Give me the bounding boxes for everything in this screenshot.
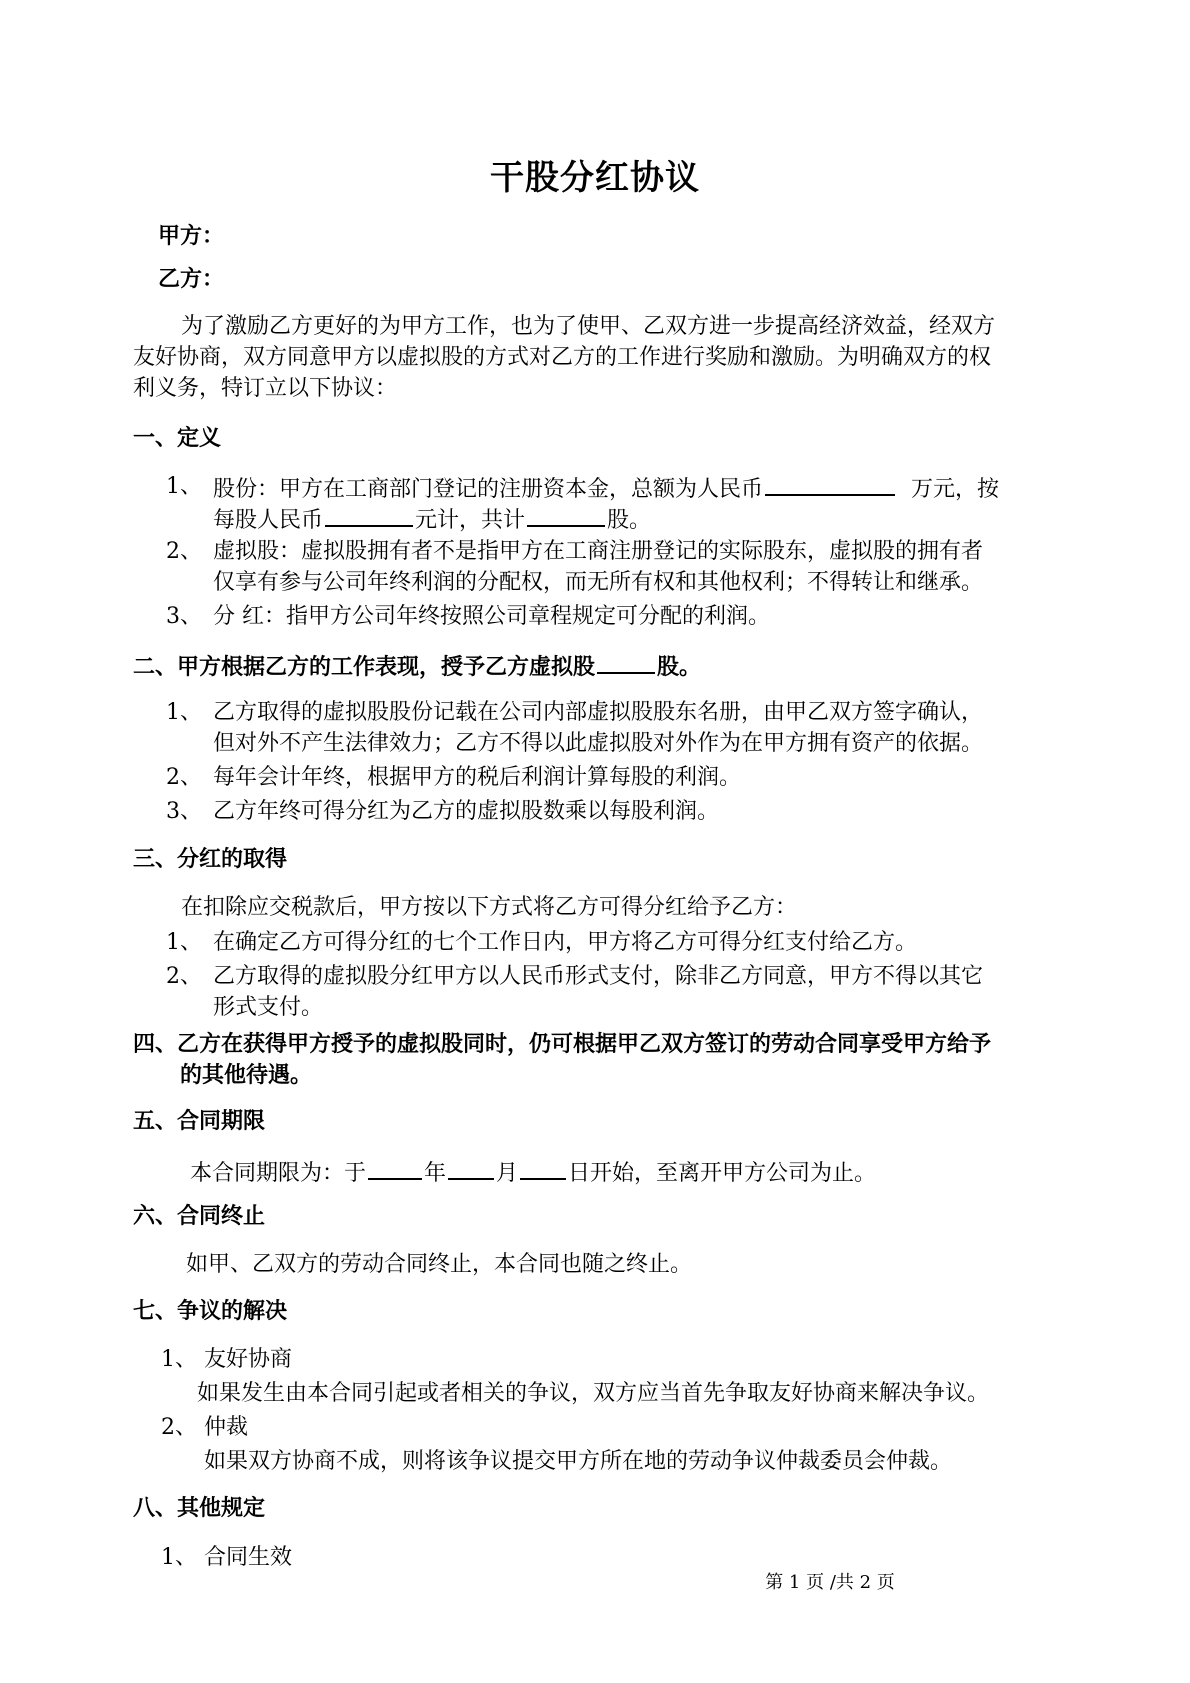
s1-item-3-number: 3、 bbox=[166, 604, 202, 629]
section-7-heading: 七、争议的解决 bbox=[133, 1299, 288, 1324]
s2-item-1-line-2: 但对外不产生法律效力；乙方不得以此虚拟股对外作为在甲方拥有资产的依据。 bbox=[213, 731, 984, 756]
per-share-price-blank[interactable] bbox=[325, 503, 413, 527]
page-number-footer: 第 1 页 /共 2 页 bbox=[765, 1572, 895, 1593]
party-a-label: 甲方： bbox=[158, 224, 225, 249]
s1-item-1-number: 1、 bbox=[166, 474, 202, 499]
granted-shares-blank[interactable] bbox=[597, 650, 655, 674]
s3-item-1-line-1: 在确定乙方可得分红的七个工作日内，甲方将乙方可得分红支付给乙方。 bbox=[213, 930, 918, 955]
s6-text: 如甲、乙双方的劳动合同终止，本合同也随之终止。 bbox=[186, 1252, 693, 1277]
s2-item-2-line-1: 每年会计年终，根据甲方的税后利润计算每股的利润。 bbox=[213, 765, 742, 790]
s3-item-2-line-2: 形式支付。 bbox=[213, 995, 324, 1020]
s1-item-3-line-1: 分 红：指甲方公司年终按照公司章程规定可分配的利润。 bbox=[213, 604, 770, 629]
s1-item-2-number: 2、 bbox=[166, 539, 202, 564]
document-title: 干股分红协议 bbox=[490, 158, 700, 198]
start-month-blank[interactable] bbox=[448, 1156, 494, 1180]
section-1-heading: 一、定义 bbox=[133, 426, 222, 451]
section-4-heading-line-1: 四、乙方在获得甲方授予的虚拟股同时，仍可根据甲乙双方签订的劳动合同享受甲方给予 bbox=[133, 1032, 992, 1057]
s8-item-1: 1、 合同生效 bbox=[161, 1545, 292, 1570]
s2-item-2-number: 2、 bbox=[166, 765, 202, 790]
s3-lead: 在扣除应交税款后，甲方按以下方式将乙方可得分红给予乙方： bbox=[181, 895, 798, 920]
s1-item-1-line-1: 股份：甲方在工商部门登记的注册资本金，总额为人民币 万元，按 bbox=[213, 472, 999, 505]
start-year-blank[interactable] bbox=[368, 1156, 422, 1180]
section-3-heading: 三、分红的取得 bbox=[133, 847, 288, 872]
capital-amount-blank[interactable] bbox=[765, 472, 895, 496]
section-6-heading: 六、合同终止 bbox=[133, 1204, 266, 1229]
s2-item-1-number: 1、 bbox=[166, 700, 202, 725]
s7-item-1-text: 如果发生由本合同引起或者相关的争议，双方应当首先争取友好协商来解决争议。 bbox=[197, 1381, 990, 1406]
section-5-heading: 五、合同期限 bbox=[133, 1109, 266, 1134]
s1-item-2-line-1: 虚拟股：虚拟股拥有者不是指甲方在工商注册登记的实际股东，虚拟股的拥有者 bbox=[213, 539, 984, 564]
s7-item-2-text: 如果双方协商不成，则将该争议提交甲方所在地的劳动争议仲裁委员会仲裁。 bbox=[204, 1449, 953, 1474]
start-day-blank[interactable] bbox=[520, 1156, 566, 1180]
s2-item-1-line-1: 乙方取得的虚拟股股份记载在公司内部虚拟股股东名册，由甲乙双方签字确认， bbox=[213, 700, 984, 725]
s3-item-2-line-1: 乙方取得的虚拟股分红甲方以人民币形式支付，除非乙方同意，甲方不得以其它 bbox=[213, 964, 984, 989]
party-b-label: 乙方： bbox=[158, 267, 225, 292]
total-shares-blank[interactable] bbox=[527, 503, 605, 527]
s3-item-1-number: 1、 bbox=[166, 930, 202, 955]
s3-item-2-number: 2、 bbox=[166, 964, 202, 989]
s1-item-1-line-2: 每股人民币 元计，共计 股。 bbox=[213, 503, 651, 536]
intro-line-2: 友好协商，双方同意甲方以虚拟股的方式对乙方的工作进行奖励和激励。为明确双方的权 bbox=[133, 345, 992, 370]
s2-item-3-line-1: 乙方年终可得分红为乙方的虚拟股数乘以每股利润。 bbox=[213, 799, 720, 824]
s5-term-line: 本合同期限为：于 年 月 日开始，至离开甲方公司为止。 bbox=[190, 1156, 876, 1189]
section-8-heading: 八、其他规定 bbox=[133, 1496, 266, 1521]
section-2-heading: 二、甲方根据乙方的工作表现，授予乙方虚拟股 股。 bbox=[133, 650, 701, 683]
section-4-heading-line-2: 的其他待遇。 bbox=[180, 1063, 313, 1088]
s2-item-3-number: 3、 bbox=[166, 799, 202, 824]
intro-line-3: 利义务，特订立以下协议： bbox=[133, 376, 398, 401]
s1-item-2-line-2: 仅享有参与公司年终利润的分配权，而无所有权和其他权利；不得转让和继承。 bbox=[213, 570, 984, 595]
intro-line-1: 为了激励乙方更好的为甲方工作，也为了使甲、乙双方进一步提高经济效益，经双方 bbox=[181, 314, 996, 339]
s7-item-1: 1、 友好协商 bbox=[161, 1347, 292, 1372]
s7-item-2: 2、 仲裁 bbox=[161, 1415, 248, 1440]
